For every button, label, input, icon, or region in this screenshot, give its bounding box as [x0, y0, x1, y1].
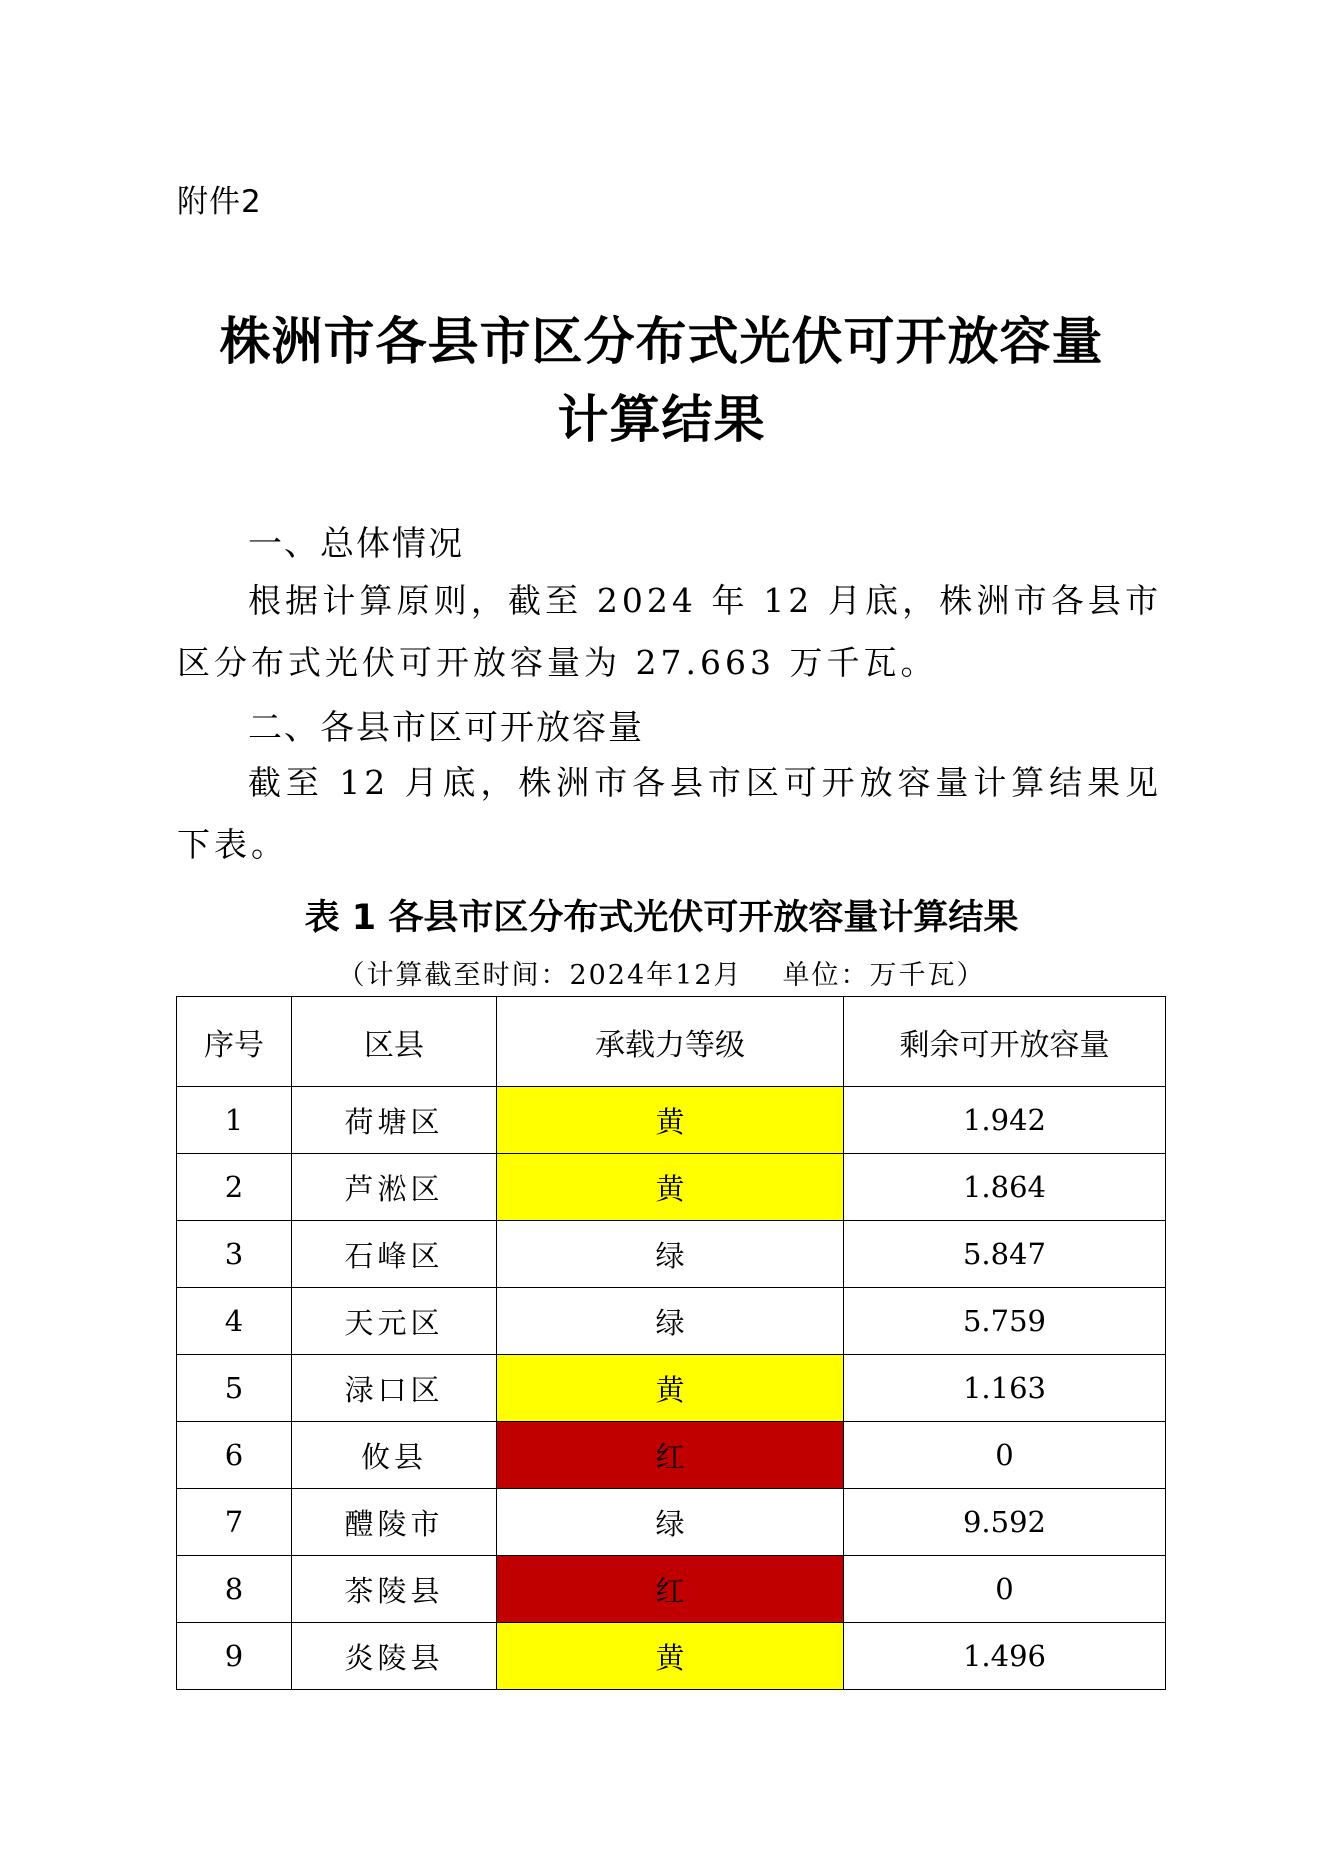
cell-capacity: 5.847: [844, 1221, 1166, 1288]
cell-level: 红: [497, 1422, 844, 1489]
cell-capacity: 1.864: [844, 1154, 1166, 1221]
cell-level: 绿: [497, 1489, 844, 1556]
cell-capacity: 1.942: [844, 1087, 1166, 1154]
cell-district: 醴陵市: [292, 1489, 497, 1556]
table-row: [177, 1623, 1166, 1690]
table-caption: 表 1 各县市区分布式光伏可开放容量计算结果: [304, 898, 1019, 938]
table-row: [177, 1154, 1166, 1221]
page-title-line1: 株洲市各县市区分布式光伏可开放容量: [219, 313, 1104, 372]
cell-district: 荷塘区: [292, 1087, 497, 1154]
cell-capacity: 1.496: [844, 1623, 1166, 1690]
cell-district: 茶陵县: [292, 1556, 497, 1623]
cell-level: 黄: [497, 1154, 844, 1221]
table-subtitle-unit: 单位：万千瓦）: [782, 960, 986, 991]
table-row: [177, 1489, 1166, 1556]
cell-level: 红: [497, 1556, 844, 1623]
header-capacity: 剩余可开放容量: [844, 997, 1166, 1087]
attachment-label: 附件2: [177, 184, 262, 220]
table-row: [177, 1556, 1166, 1623]
header-no: 序号: [177, 997, 292, 1087]
cell-no: 5: [177, 1355, 292, 1422]
cell-level: 绿: [497, 1288, 844, 1355]
cell-no: 1: [177, 1087, 292, 1154]
cell-district: 天元区: [292, 1288, 497, 1355]
cell-capacity: 0: [844, 1556, 1166, 1623]
header-level: 承载力等级: [497, 997, 844, 1087]
section2-body: 截至 12 月底，株洲市各县市区可开放容量计算结果见下表。: [177, 763, 1162, 864]
cell-no: 4: [177, 1288, 292, 1355]
table-row: [177, 1355, 1166, 1422]
cell-district: 石峰区: [292, 1221, 497, 1288]
section1-body: 根据计算原则，截至 2024 年 12 月底，株洲市各县市区分布式光伏可开放容量为 27.663 万千瓦。: [177, 581, 1162, 682]
cell-level: 黄: [497, 1087, 844, 1154]
capacity-table: [176, 996, 1166, 1690]
cell-no: 6: [177, 1422, 292, 1489]
table-row: [177, 1221, 1166, 1288]
cell-district: 炎陵县: [292, 1623, 497, 1690]
cell-no: 8: [177, 1556, 292, 1623]
cell-no: 2: [177, 1154, 292, 1221]
table-row: [177, 1422, 1166, 1489]
cell-level: 黄: [497, 1623, 844, 1690]
table-row: [177, 1087, 1166, 1154]
cell-no: 3: [177, 1221, 292, 1288]
cell-district: 芦淞区: [292, 1154, 497, 1221]
page-title-line2: 计算结果: [557, 391, 766, 450]
cell-no: 7: [177, 1489, 292, 1556]
table-subtitle: [0, 953, 1323, 992]
cell-capacity: 0: [844, 1422, 1166, 1489]
cell-capacity: 1.163: [844, 1355, 1166, 1422]
table-body: [177, 1087, 1166, 1690]
cell-capacity: 9.592: [844, 1489, 1166, 1556]
section1-heading: 一、总体情况: [248, 524, 464, 564]
table-row: [177, 1288, 1166, 1355]
cell-level: 绿: [497, 1221, 844, 1288]
table-subtitle-time: （计算截至时间：2024年12月: [337, 960, 743, 991]
cell-no: 9: [177, 1623, 292, 1690]
section2-heading: 二、各县市区可开放容量: [248, 708, 644, 748]
cell-capacity: 5.759: [844, 1288, 1166, 1355]
table-header-row: [177, 997, 1166, 1087]
cell-level: 黄: [497, 1355, 844, 1422]
cell-district: 渌口区: [292, 1355, 497, 1422]
cell-district: 攸县: [292, 1422, 497, 1489]
header-district: 区县: [292, 997, 497, 1087]
